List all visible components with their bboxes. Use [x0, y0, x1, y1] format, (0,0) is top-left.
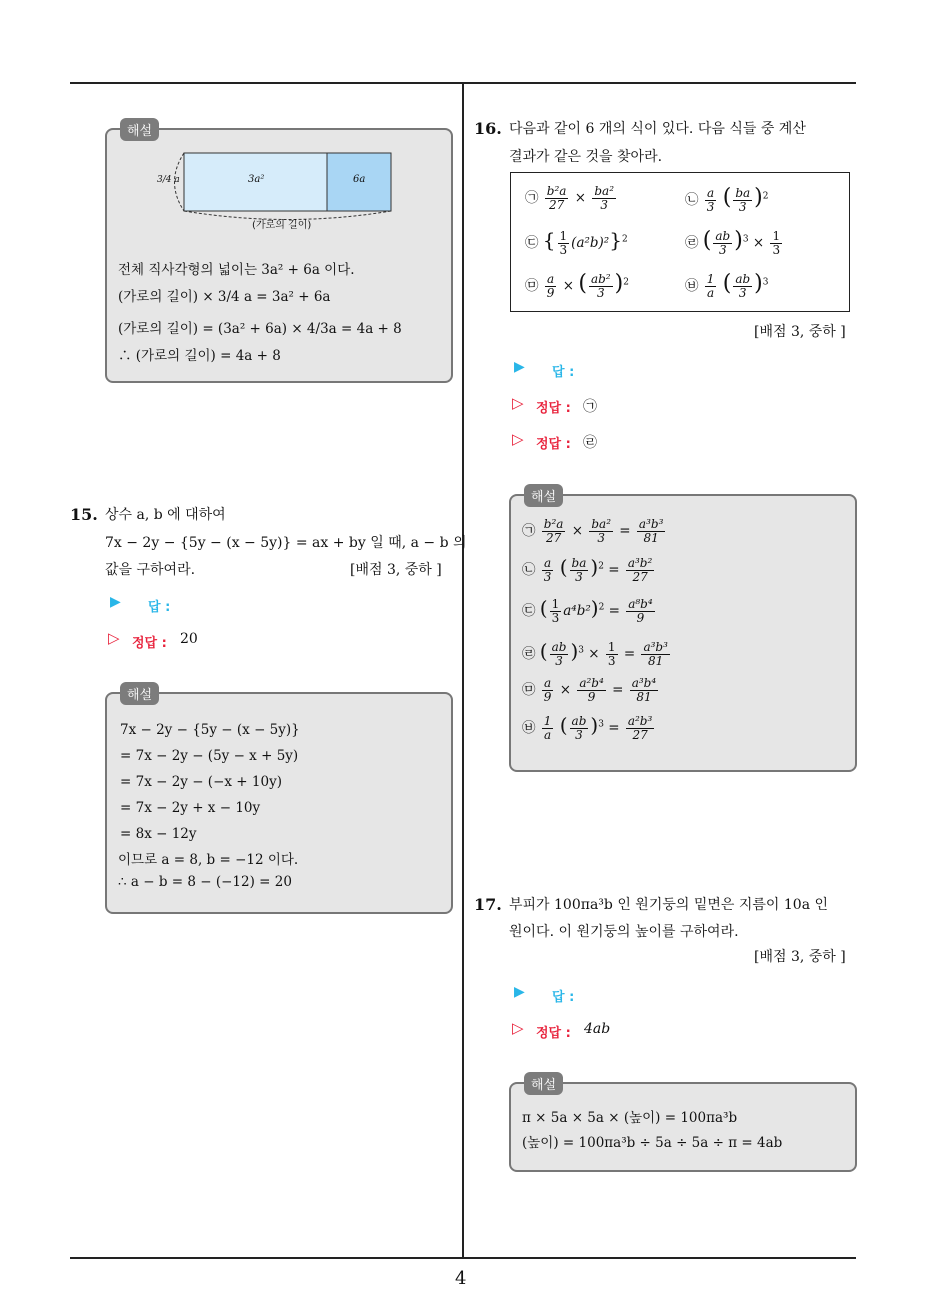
q16-correct-label: 정답 :	[536, 437, 571, 452]
q15-correct-marker-icon: ▷	[108, 629, 120, 647]
brace-label: (가로의 길이)	[252, 220, 312, 231]
q16-correct-value-1: ㉠	[583, 399, 597, 415]
q17-line2: 원이다. 이 원기둥의 높이를 구하여라.	[509, 924, 739, 940]
q16-correct-marker-icon: ▷	[512, 394, 524, 412]
choice-marker: ㉤	[525, 278, 539, 294]
q17-exp-line2: (높이) = 100πa³b ÷ 5a ÷ 5a ÷ π = 4ab	[522, 1135, 783, 1151]
q16-exp-line: ㉡ $\frac{a}{3}$ ( $\frac{ba}{3}$ )$^2$ = $\frac{\text{a³b²}}{27}$	[522, 555, 653, 584]
q15-correct-value: 20	[180, 631, 198, 647]
choice-marker: ㉥	[685, 278, 699, 294]
choice-4: ㉣ ( $\frac{ab}{3}$ )$^3$ × $\frac{1}{3}$	[685, 228, 781, 257]
rect-right-label: 6a	[353, 174, 366, 185]
explanation-tab: 해설	[120, 682, 159, 705]
q14-exp-line2: (가로의 길이) × 3/4 a = 3a² + 6a	[118, 289, 331, 305]
q16-line2: 결과가 같은 것을 찾아라.	[509, 149, 663, 165]
q15-exp-line: 7x − 2y − {5y − (x − 5y)}	[120, 722, 300, 738]
q16-line1: 다음과 같이 6 개의 식이 있다. 다음 식들 중 계산	[509, 121, 806, 137]
q15-answer-marker-icon: ▶	[110, 594, 121, 610]
q16-exp-line: ㉣ ( $\frac{ab}{3}$ )$^3$ × $\frac{1}{3}$ = $\frac{\text{a³b³}}{81}$	[522, 639, 668, 668]
q16-exp-line: ㉢ ( $\frac{1}{3}$ a⁴b²)$^2$ = $\frac{\text{a⁸b⁴}}{9}$	[522, 596, 653, 625]
q17-exp-line1: π × 5a × 5a × (높이) = 100πa³b	[522, 1110, 738, 1126]
choice-2: ㉡ $\frac{a}{3}$ ( $\frac{ba}{3}$ )$^2$	[685, 185, 769, 214]
rect-side-label: 3/4 a	[157, 175, 180, 185]
q15-exp-line: = 8x − 12y	[120, 826, 197, 842]
choice-marker: ㉡	[685, 192, 699, 208]
explanation-tab: 해설	[524, 1072, 563, 1095]
q16-exp-line: ㉤ $\frac{a}{9}$ × $\frac{\text{a²b⁴}}{9}$ = $\frac{\text{a³b⁴}}{81}$	[522, 676, 657, 704]
q16-number: 16.	[474, 119, 502, 138]
q17-number: 17.	[474, 895, 502, 914]
q17-answer-label: 답 :	[552, 990, 575, 1005]
q15-exp-line: = 7x − 2y + x − 10y	[120, 800, 261, 816]
q17-correct-marker-icon: ▷	[512, 1019, 524, 1037]
q17-explanation-box	[509, 1082, 857, 1172]
choice-marker: ㉣	[685, 235, 699, 251]
q17-line1: 부피가 100πa³b 인 원기둥의 밑면은 지름이 10a 인	[509, 897, 829, 913]
page-number: 4	[455, 1268, 467, 1289]
q16-correct-marker-icon: ▷	[512, 430, 524, 448]
bottom-rule	[70, 1257, 856, 1259]
q16-answer-marker-icon: ▶	[514, 359, 525, 375]
q16-score: [배점 3, 중하 ]	[754, 324, 846, 340]
q17-correct-label: 정답 :	[536, 1026, 571, 1041]
choice-5: ㉤ $\frac{a}{9}$ × ( $\frac{\text{ab²}}{3}$ )$^2$	[525, 271, 629, 300]
q16-correct-label: 정답 :	[536, 401, 571, 416]
choice-marker: ㉠	[525, 190, 539, 206]
q16-exp-line: ㉠ $\frac{\text{b²a}}{27}$ × $\frac{\text{ba²}}{3}$ = $\frac{\text{a³b³}}{81}$	[522, 517, 664, 545]
q17-score: [배점 3, 중하 ]	[754, 949, 846, 965]
q14-exp-line4: ∴ (가로의 길이) = 4a + 8	[118, 348, 281, 364]
q15-exp-line: = 7x − 2y − (5y − x + 5y)	[120, 748, 299, 764]
choice-marker: ㉢	[525, 235, 539, 251]
q15-exp-line: ∴ a − b = 8 − (−12) = 20	[118, 874, 292, 890]
q15-line1: 상수 a, b 에 대하여	[105, 507, 226, 523]
choice-1: ㉠ $\frac{\text{b²a}}{27}$ × $\frac{\text{ba²}}{3}$	[525, 184, 615, 212]
q15-correct-label: 정답 :	[132, 636, 167, 651]
column-divider	[462, 83, 464, 1258]
q15-line3: 값을 구하여라.	[105, 562, 196, 578]
q15-score: [배점 3, 중하 ]	[350, 562, 442, 578]
q17-answer-marker-icon: ▶	[514, 984, 525, 1000]
q15-answer-label: 답 :	[148, 600, 171, 615]
q16-correct-value-2: ㉣	[583, 435, 597, 451]
explanation-tab: 해설	[524, 484, 563, 507]
q16-choices-box	[510, 172, 850, 312]
explanation-tab: 해설	[120, 118, 159, 141]
choice-6: ㉥ $\frac{1}{a}$ ( $\frac{ab}{3}$ )$^3$	[685, 271, 769, 300]
choice-3: ㉢ { $\frac{1}{3}$ (a²b)²}$^2$	[525, 228, 628, 257]
q15-number: 15.	[70, 505, 98, 524]
q15-line2: 7x − 2y − {5y − (x − 5y)} = ax + by 일 때, a − b 의	[105, 535, 467, 551]
rect-left-label: 3a²	[248, 174, 265, 185]
q14-exp-line1: 전체 직사각형의 넓이는 3a² + 6a 이다.	[118, 262, 355, 278]
q16-answer-label: 답 :	[552, 365, 575, 380]
q15-exp-line: 이므로 a = 8, b = −12 이다.	[118, 852, 299, 868]
q15-exp-line: = 7x − 2y − (−x + 10y)	[120, 774, 282, 790]
q16-exp-line: ㉥ $\frac{1}{a}$ ( $\frac{ab}{3}$ )$^3$ = $\frac{\text{a²b³}}{27}$	[522, 713, 653, 742]
q14-exp-line3: (가로의 길이) = (3a² + 6a) × 4/3a = 4a + 8	[118, 321, 402, 337]
q17-correct-value: 4ab	[584, 1021, 611, 1037]
